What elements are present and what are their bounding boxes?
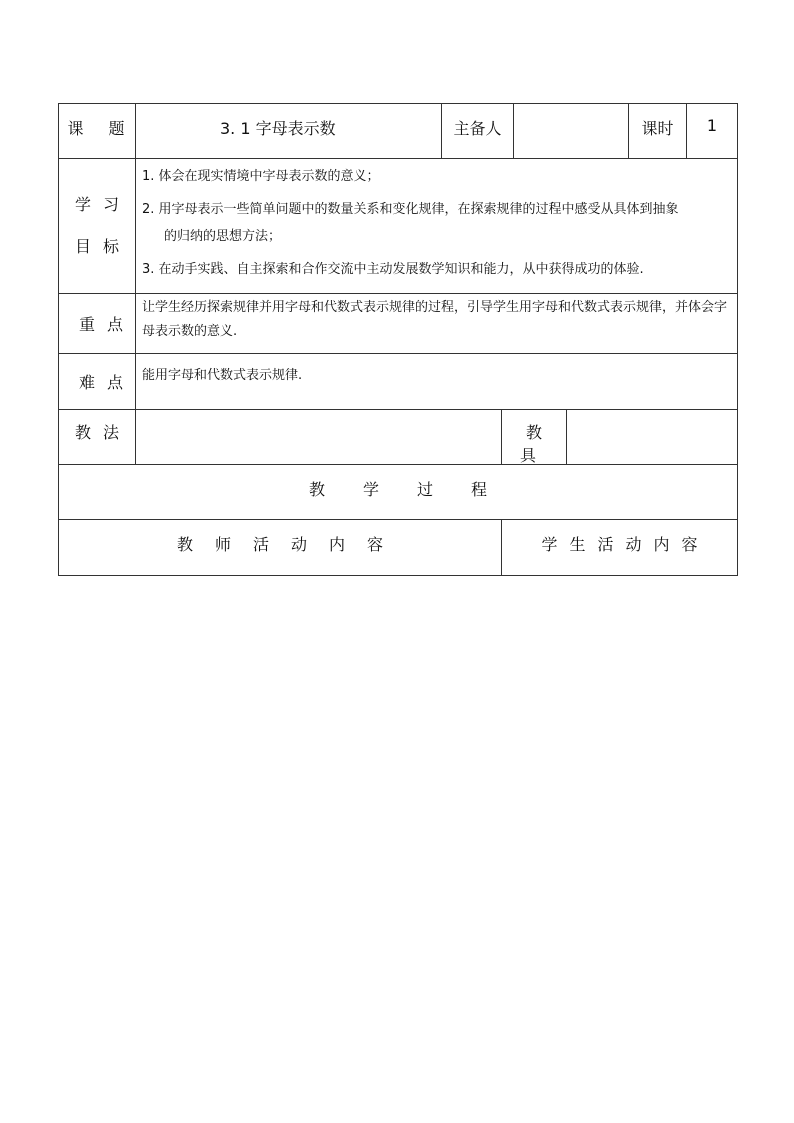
tools-label xyxy=(502,410,567,464)
key-points-label xyxy=(59,294,136,353)
preparer-label: 主备人 xyxy=(442,104,514,158)
goal-text: 体会在现实情境中字母表示数的意义； xyxy=(158,169,380,184)
method-row xyxy=(58,410,738,465)
difficulty-text: 能用字母和代数式表示规律. xyxy=(142,368,303,383)
key-points-text: 让学生经历探索规律并用字母和代数式表示规律的过程，引导学生用字母和代数式表示规律，并体会字母表示数的意义. xyxy=(142,300,728,339)
goals-label-line1: 学习 xyxy=(74,195,131,214)
goals-row xyxy=(58,159,738,294)
goals-list xyxy=(136,159,737,293)
header-row xyxy=(58,103,738,159)
difficulty-row xyxy=(58,354,738,410)
method-label xyxy=(59,410,136,464)
goal-text-continued: 的归纳的思想方法； xyxy=(164,229,282,244)
student-activity-header xyxy=(502,520,737,575)
period-value: 1 xyxy=(706,116,718,135)
key-points-label-text: 重点 xyxy=(79,315,136,334)
process-title-text: 教学过程 xyxy=(308,480,525,499)
goal-item xyxy=(142,163,731,190)
topic-value: 3. 1 字母表示数 xyxy=(136,104,442,158)
key-points-row xyxy=(58,294,738,354)
student-activity-text: 学生活动内容 xyxy=(541,535,710,554)
method-value xyxy=(136,410,502,464)
goal-number: 2. xyxy=(142,202,155,217)
goal-text: 用字母表示一些简单问题中的数量关系和变化规律，在探索规律的过程中感受从具体到抽象 xyxy=(158,202,679,217)
goal-text: 在动手实践、自主探索和合作交流中主动发展数学知识和能力，从中获得成功的体验. xyxy=(158,262,644,277)
teacher-activity-header xyxy=(59,520,502,575)
goal-number: 1. xyxy=(142,169,155,184)
topic-label: 课 题 xyxy=(59,104,136,158)
tools-label-text: 教具 xyxy=(519,423,554,465)
goal-item xyxy=(142,196,731,250)
goal-item xyxy=(142,256,731,283)
goal-number: 3. xyxy=(142,262,155,277)
preparer-value xyxy=(514,104,629,158)
lesson-plan-table xyxy=(58,103,738,576)
difficulty-label-text: 难点 xyxy=(79,373,136,392)
goals-label xyxy=(59,159,136,293)
goals-label-line2: 目标 xyxy=(74,237,131,256)
process-title xyxy=(59,465,737,519)
activity-columns-row xyxy=(58,520,738,576)
method-label-text: 教法 xyxy=(74,423,131,442)
period-label: 课时 xyxy=(629,104,687,158)
process-title-row xyxy=(58,465,738,520)
teacher-activity-text: 教师活动内容 xyxy=(176,535,405,554)
tools-value xyxy=(567,410,737,464)
difficulty-label xyxy=(59,354,136,409)
